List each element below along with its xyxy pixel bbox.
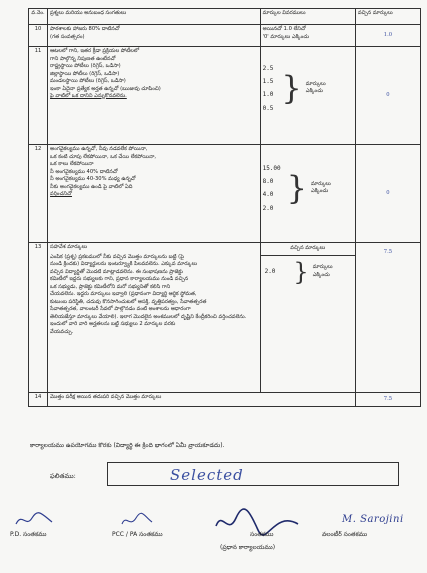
question-line: గాని పాల్గొన్న నిపుణత ఉంటేనచో <box>50 55 116 62</box>
detail-line: మార్కులు <box>305 80 326 87</box>
row-question <box>48 25 261 47</box>
score-value: 0.5 <box>262 104 274 112</box>
detail-line: '0' మార్కులు ఎక్కించు <box>262 33 310 40</box>
row-question <box>48 243 261 393</box>
score-value: 1.5 <box>262 78 274 86</box>
question-line: కమిటీలో ఇద్దరు సభ్యులకు గాని, ప్రధాన కార్యాలయము నుండి వచ్చిన <box>50 276 189 283</box>
header-no: వ.నెం. <box>29 9 48 25</box>
question-line: పాఠశాలకు హాజరు 80% దాటినచో <box>50 26 120 32</box>
score-list <box>263 162 281 215</box>
question-line: మొత్తం పరీక్ష అయిన తదుపరి వచ్చిన మొత్తం మార్కులు <box>50 394 162 400</box>
question-line: కుటుంబ పరిస్థితి, చదువు కొనసాగించుటలో ఆసక్తి, వృత్తిపరత్వం, సేవాతత్పరత <box>50 298 207 305</box>
result-value: Selected <box>170 466 244 484</box>
header-questions: ప్రశ్నలు మరియు అనుబంధ సంగతులు <box>48 9 261 25</box>
header-marks-detail: మార్కుల వివరములు <box>260 9 355 25</box>
row-mark: 7.5 <box>355 393 420 407</box>
question-line: పై వాటిలో ఒక దానిని ఎన్నుకొనవలెను. <box>50 93 127 100</box>
score-list <box>265 265 276 278</box>
detail-line: ఎక్కించు <box>305 88 323 95</box>
row-number: 13 <box>29 243 48 393</box>
detail-subheader: వచ్చిన మార్కులు <box>261 243 355 256</box>
question-line: వేయవచ్చు. <box>50 328 74 335</box>
row-mark: 0 <box>355 145 420 243</box>
pd-signature-label: P.D. సంతకము <box>10 531 47 538</box>
score-value: 15.00 <box>262 165 281 172</box>
brace-glyph: } <box>286 169 307 208</box>
row-mark: 7.5 <box>355 243 420 393</box>
volunteer-name: M. Sarojini <box>342 514 404 525</box>
table-row-12 <box>29 145 421 243</box>
detail-text <box>313 264 333 279</box>
question-line: మండలస్థాయి పోటీలు (రిగ్రెస్, ఒడిసా) <box>50 78 126 85</box>
score-value: 2.0 <box>264 267 276 275</box>
question-line: చేయవలెను. ఇద్దరు మార్కులు ఇవ్వాలి (ప్రధానంగా విద్యార్థి ఆర్థిక స్థోమత, <box>50 291 197 298</box>
header-marks-got: వచ్చిన మార్కులు <box>355 9 420 25</box>
detail-text <box>306 81 326 96</box>
row-detail <box>260 47 355 145</box>
row-question <box>48 393 356 407</box>
brace-glyph: } <box>293 257 309 286</box>
question-line: ఇందులో వారి వారి అర్హతలను బట్టి సభ్యులు 2 మార్కుల వరకు <box>50 321 176 328</box>
question-line: నీ అంగవైకల్యము 40-30% మధ్య ఉన్నచో <box>50 176 136 183</box>
question-line: ఆటలలో గాని, ఇతర క్రీడా ప్రక్రియల పోటీలలో <box>50 48 140 54</box>
question-line: వర్తించనిచో <box>50 191 73 198</box>
question-line: జిల్లాస్థాయి పోటీలు (రిగ్రెస్, ఒడిసా) <box>50 70 120 77</box>
result-box <box>107 462 399 486</box>
row-detail <box>260 25 355 47</box>
row-detail <box>260 243 355 393</box>
question-line: నీ అంగవైకల్యము 40% దాటినచో <box>50 168 118 175</box>
office-use-note: కార్యాలయము ఉపయోగము కొరకు (విద్యార్థి ఈ క్రింది భాగంలో ఏమీ వ్రాయకూడదు). <box>30 442 225 449</box>
table-row-14 <box>29 393 421 407</box>
row-number: 14 <box>29 393 48 407</box>
question-line: అంగవైకల్యము ఉన్నచో, నీవు నడవలేక పోయినా, <box>50 146 148 152</box>
table-row-13 <box>29 243 421 393</box>
row-mark: 0 <box>355 47 420 145</box>
detail-line: అయినచో 1.0 లేనిచో <box>262 26 306 32</box>
detail-text <box>311 181 331 196</box>
question-line: నుండి క్రిందకు) విద్యార్థులను ఇంటర్వ్యూకి పిలవవలెను. ఎక్కువ మార్కులు <box>50 261 198 268</box>
detail-line: మార్కులు <box>311 180 331 187</box>
detail-line: ఎక్కించు <box>311 188 329 195</box>
detail-line: మార్కులు <box>312 264 333 270</box>
question-line: సేవాతత్పరత, వాలంటరీ సేవలో పాల్గొనడం వంటి అంశాలను ఆధారంగా <box>50 306 191 313</box>
question-line: ఒక సభ్యుడు, ప్రాజెక్టు కమిటీలోని మరో సభ్యునితో కలిసి గాని <box>50 283 171 290</box>
brace-glyph: } <box>281 69 302 108</box>
table-row-10 <box>29 25 421 47</box>
question-line: ఒక కంటి చూపు లేకపోయినా, ఒక చేయి లేకపోయినా, <box>50 153 157 160</box>
score-value: 2.0 <box>262 204 274 212</box>
row-number: 10 <box>29 25 48 47</box>
volunteer-signature-label: వలంటీర్ సంతకము <box>322 531 368 538</box>
row-number: 11 <box>29 47 48 145</box>
row-question <box>48 145 261 243</box>
score-list <box>263 62 274 115</box>
table-header-row <box>29 9 421 25</box>
question-line: తెలియజేస్తూ మార్కులు వేయాలి). ఇలాగ మొదలైన అంశములలో దృష్టిని కేంద్రీకరించి వర్తించవలెను. <box>50 313 247 320</box>
score-value: 2.5 <box>262 65 274 72</box>
score-value: 8.0 <box>262 178 274 186</box>
row-question <box>48 47 261 145</box>
row-number: 12 <box>29 145 48 243</box>
office-signature-sublabel: (ప్రధాన కార్యాలయము) <box>220 544 276 551</box>
question-line: (గత సంవత్సరం) <box>50 33 85 40</box>
office-signature-label: సంతకము <box>250 531 274 538</box>
row-mark: 1.0 <box>355 25 420 47</box>
score-value: 1.0 <box>262 91 274 99</box>
question-line: ఇంకా ఏదైనా ప్రత్యేక అర్హత ఉన్నచో (ఋజువు చూపించి) <box>50 85 161 92</box>
question-title: సహవేశ మార్కులు <box>50 244 88 250</box>
question-line: రాష్ట్రస్థాయి పోటీలు (రిగ్రెస్, ఒడిసా) <box>50 63 121 70</box>
table-row-11 <box>29 47 421 145</box>
question-line: వచ్చిన విద్యార్థితో మొదటి మాట్లాడవలెను. ఈ సంభాషణను ప్రాజెక్టు <box>50 268 183 275</box>
score-value: 4.0 <box>262 191 274 199</box>
question-line: ఒక కాలు లేకపోయినా <box>50 161 94 168</box>
question-line: నీకు అంగవైకల్యము ఉండి పై వాటిలో ఏది <box>50 183 133 190</box>
question-line: ఎంపిక (ప్రశ్న) ప్రకటములో నీకు వచ్చిన మొత్తం మార్కులను బట్టి (పై <box>50 253 184 260</box>
detail-line: ఎక్కించు <box>312 271 330 278</box>
scoring-table <box>28 8 421 407</box>
result-label: ఫలితము: <box>50 472 76 480</box>
pcc-signature-label: PCC / PA సంతకము <box>112 531 163 538</box>
row-detail <box>260 145 355 243</box>
